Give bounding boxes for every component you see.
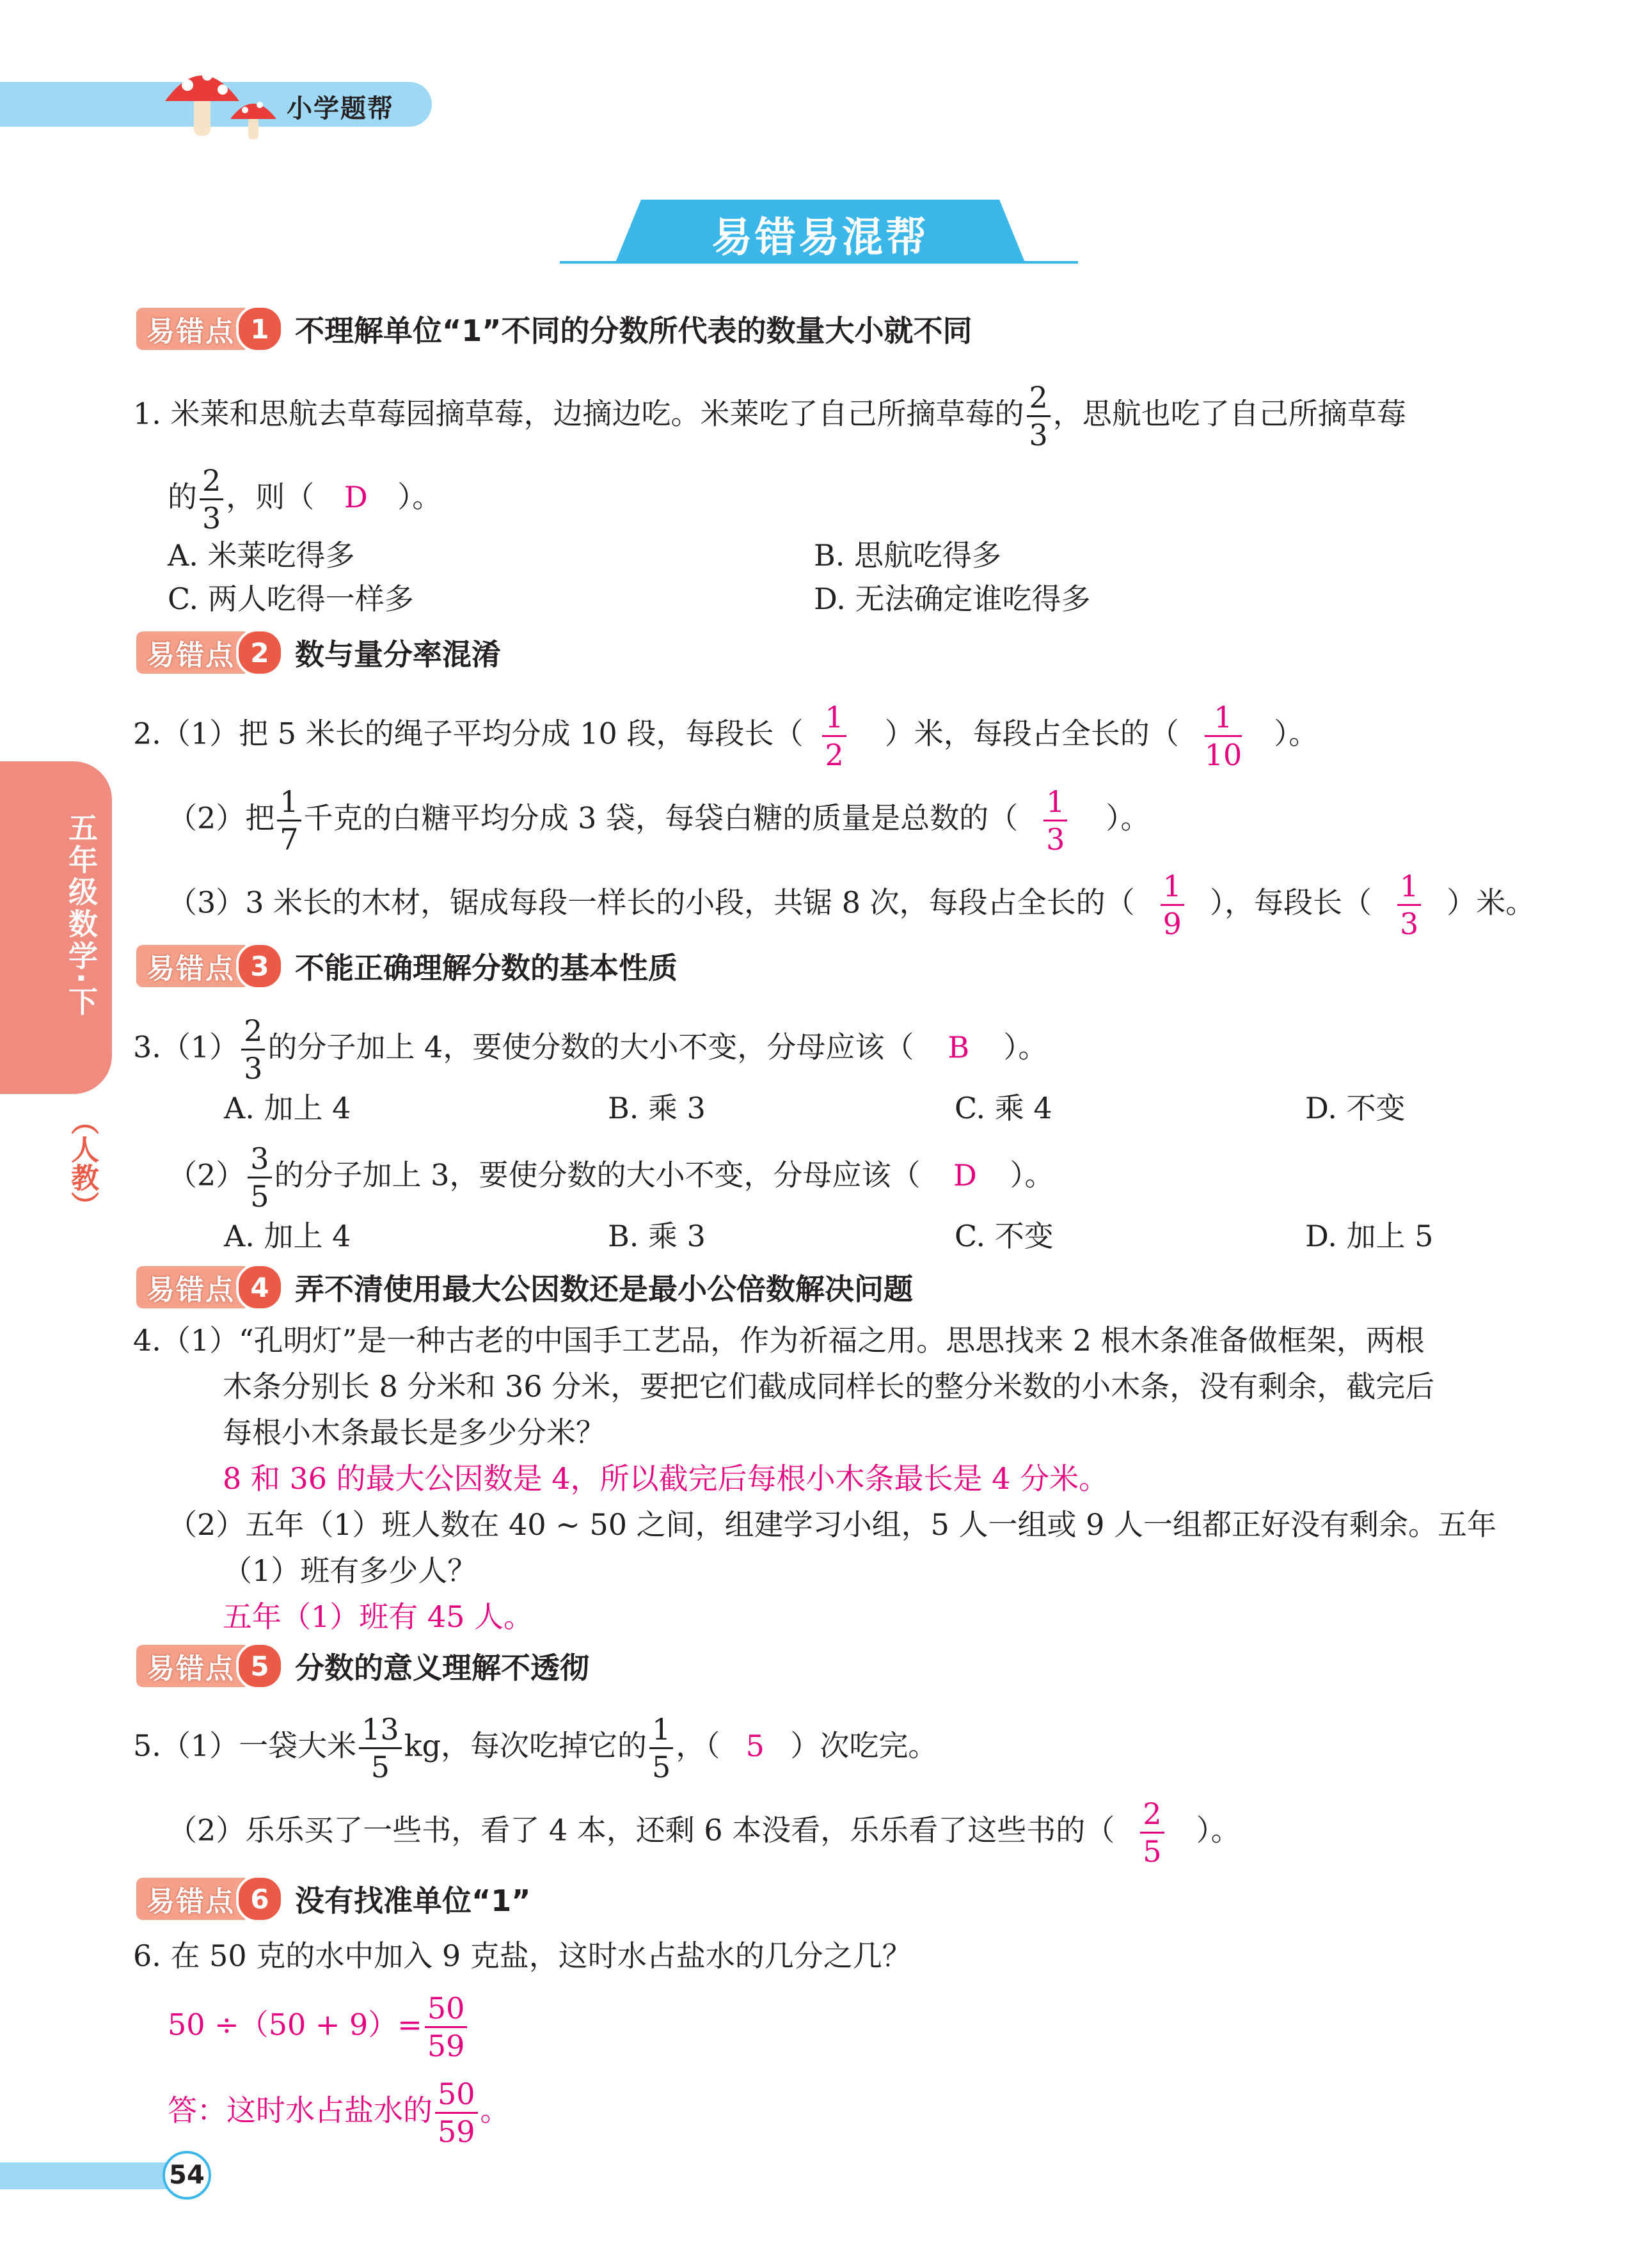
tag-number: 2 (236, 629, 283, 676)
q2-part1: 2.（1）把 5 米长的绳子平均分成 10 段，每段长（ $\frac{1}{2}$ ）米，每段占全长的（ $\frac{1}{10}$ ）。 (133, 700, 1319, 772)
q1-line2: 的 $\frac{2}{3}$ ，则（ D ）。 (168, 463, 442, 535)
answer: D (953, 1157, 977, 1193)
fraction: $\frac{2}{3}$ (1027, 383, 1051, 450)
q6-answer: 答：这时水占盐水的 $\frac{50}{59}$ 。 (168, 2077, 510, 2149)
answer: $\frac{1}{3}$ (1397, 871, 1421, 939)
q1-option-b: B. 思航吃得多 (814, 538, 1002, 573)
q2-part3: （3）3 米长的木材，锯成每段一样长的小段，共锯 8 次，每段占全长的（ $\frac{1}{9}$ ），每段长（ $\frac{1}{3}$ ）米。 (168, 869, 1535, 941)
section-tag-1 (136, 306, 972, 352)
tag-number: 5 (236, 1642, 283, 1690)
fraction: $\frac{1}{5}$ (649, 1715, 673, 1782)
q3-p1-option-c: C. 乘 4 (955, 1091, 1052, 1125)
fraction: $\frac{50}{59}$ (435, 2079, 478, 2146)
answer: D (344, 479, 368, 514)
answer: $\frac{1}{2}$ (822, 702, 846, 770)
q4-p1-line2: 木条分别长 8 分米和 36 分米，要把它们截成同样长的整分米数的小木条，没有剩余，截完后 (223, 1369, 1435, 1404)
tag-label: 易错点 (136, 308, 245, 350)
side-tab-edition: （人教） (66, 1107, 99, 1219)
side-tab-grade: 五年级数学·下 (64, 813, 99, 1019)
page-number: 54 (163, 2151, 211, 2200)
q3-part1: 3.（1） $\frac{2}{3}$ 的分子加上 4，要使分数的大小不变，分母应该（ B ）。 (133, 1013, 1048, 1086)
section-title: 数与量分率混淆 (295, 637, 501, 672)
answer: $\frac{1}{3}$ (1043, 787, 1067, 854)
mushroom-icon (159, 56, 287, 146)
q4-p1-line1: 4.（1）“孔明灯”是一种古老的中国手工艺品，作为祈福之用。思思找来 2 根木条准备做框架，两根 (133, 1323, 1425, 1358)
section-tag-6 (136, 1876, 530, 1922)
q3-p2-option-c: C. 不变 (955, 1219, 1054, 1253)
q1-option-d: D. 无法确定谁吃得多 (814, 582, 1091, 616)
q2-part2: （2）把 $\frac{1}{7}$ 千克的白糖平均分成 3 袋，每袋白糖的质量是总数的（ $\frac{1}{3}$ ）。 (168, 784, 1150, 857)
q3-p2-option-d: D. 加上 5 (1305, 1219, 1434, 1253)
tag-label: 易错点 (136, 945, 245, 987)
fraction: $\frac{2}{3}$ (200, 466, 223, 533)
answer: B (948, 1029, 970, 1065)
fraction: $\frac{3}{5}$ (248, 1144, 271, 1211)
section-tag-4 (136, 1264, 913, 1310)
q1-option-c: C. 两人吃得一样多 (168, 582, 414, 616)
q4-p1-answer: 8 和 36 的最大公因数是 4，所以截完后每根小木条最长是 4 分米。 (223, 1461, 1109, 1496)
section-title: 不理解单位“1”不同的分数所代表的数量大小就不同 (295, 313, 972, 348)
q6-text: 6. 在 50 克的水中加入 9 克盐，这时水占盐水的几分之几？ (133, 1939, 912, 1973)
section-title: 没有找准单位“1” (295, 1883, 531, 1918)
q4-p2-answer: 五年（1）班有 45 人。 (223, 1599, 534, 1634)
fraction: $\frac{2}{3}$ (241, 1016, 265, 1083)
section-tag-3 (136, 943, 678, 989)
tag-label: 易错点 (136, 1266, 245, 1308)
answer: $\frac{2}{5}$ (1140, 1799, 1164, 1866)
tag-number: 1 (236, 305, 283, 353)
section-title: 分数的意义理解不透彻 (295, 1651, 589, 1685)
answer: 5 (745, 1728, 765, 1763)
banner-title: 易错易混帮 (711, 214, 929, 262)
fraction: $\frac{1}{7}$ (277, 787, 301, 854)
q4-p2-line2: （1）班有多少人？ (223, 1553, 477, 1588)
tag-number: 6 (236, 1875, 283, 1923)
tag-label: 易错点 (136, 1645, 245, 1687)
q5-part2: （2）乐乐买了一些书，看了 4 本，还剩 6 本没看，乐乐看了这些书的（ $\frac{2}{5}$ ）。 (168, 1796, 1241, 1869)
q4-p2-line1: （2）五年（1）班人数在 40 ~ 50 之间，组建学习小组，5 人一组或 9 人一组都正好没有剩余。五年 (168, 1507, 1497, 1542)
q3-part2: （2） $\frac{3}{5}$ 的分子加上 3，要使分数的大小不变，分母应该（ D ）。 (168, 1141, 1054, 1214)
tag-label: 易错点 (136, 1878, 245, 1920)
q3-p2-option-b: B. 乘 3 (608, 1219, 706, 1253)
q1-option-a: A. 米莱吃得多 (168, 538, 355, 573)
q3-p2-option-a: A. 加上 4 (224, 1219, 351, 1253)
brand-label: 小学题帮 (287, 94, 394, 123)
fraction: $\frac{50}{59}$ (425, 1994, 468, 2061)
tag-number: 4 (236, 1264, 283, 1311)
fraction: $\frac{13}{5}$ (359, 1715, 402, 1782)
tag-label: 易错点 (136, 631, 245, 674)
answer: $\frac{1}{9}$ (1161, 871, 1184, 939)
q3-p1-option-a: A. 加上 4 (224, 1091, 351, 1125)
q1-line1: 1. 米莱和思航去草莓园摘草莓，边摘边吃。米莱吃了自己所摘草莓的 $\frac{2}{3}$ ，思航也吃了自己所摘草莓 (133, 380, 1406, 452)
q6-calc: 50 ÷（50 + 9）= $\frac{50}{59}$ (168, 1994, 470, 2061)
q3-p1-option-b: B. 乘 3 (608, 1091, 706, 1125)
tag-number: 3 (236, 942, 283, 990)
q5-part1: 5.（1）一袋大米 $\frac{13}{5}$ kg，每次吃掉它的 $\frac{1}{5}$ ，（ 5 ）次吃完。 (133, 1712, 938, 1784)
section-tag-5 (136, 1643, 589, 1689)
section-title: 不能正确理解分数的基本性质 (295, 951, 678, 985)
q4-p1-line3: 每根小木条最长是多少分米？ (223, 1415, 605, 1450)
section-title: 弄不清使用最大公因数还是最小公倍数解决问题 (295, 1272, 913, 1306)
section-tag-2 (136, 630, 501, 676)
q3-p1-option-d: D. 不变 (1305, 1091, 1406, 1125)
answer: $\frac{1}{10}$ (1204, 700, 1242, 772)
